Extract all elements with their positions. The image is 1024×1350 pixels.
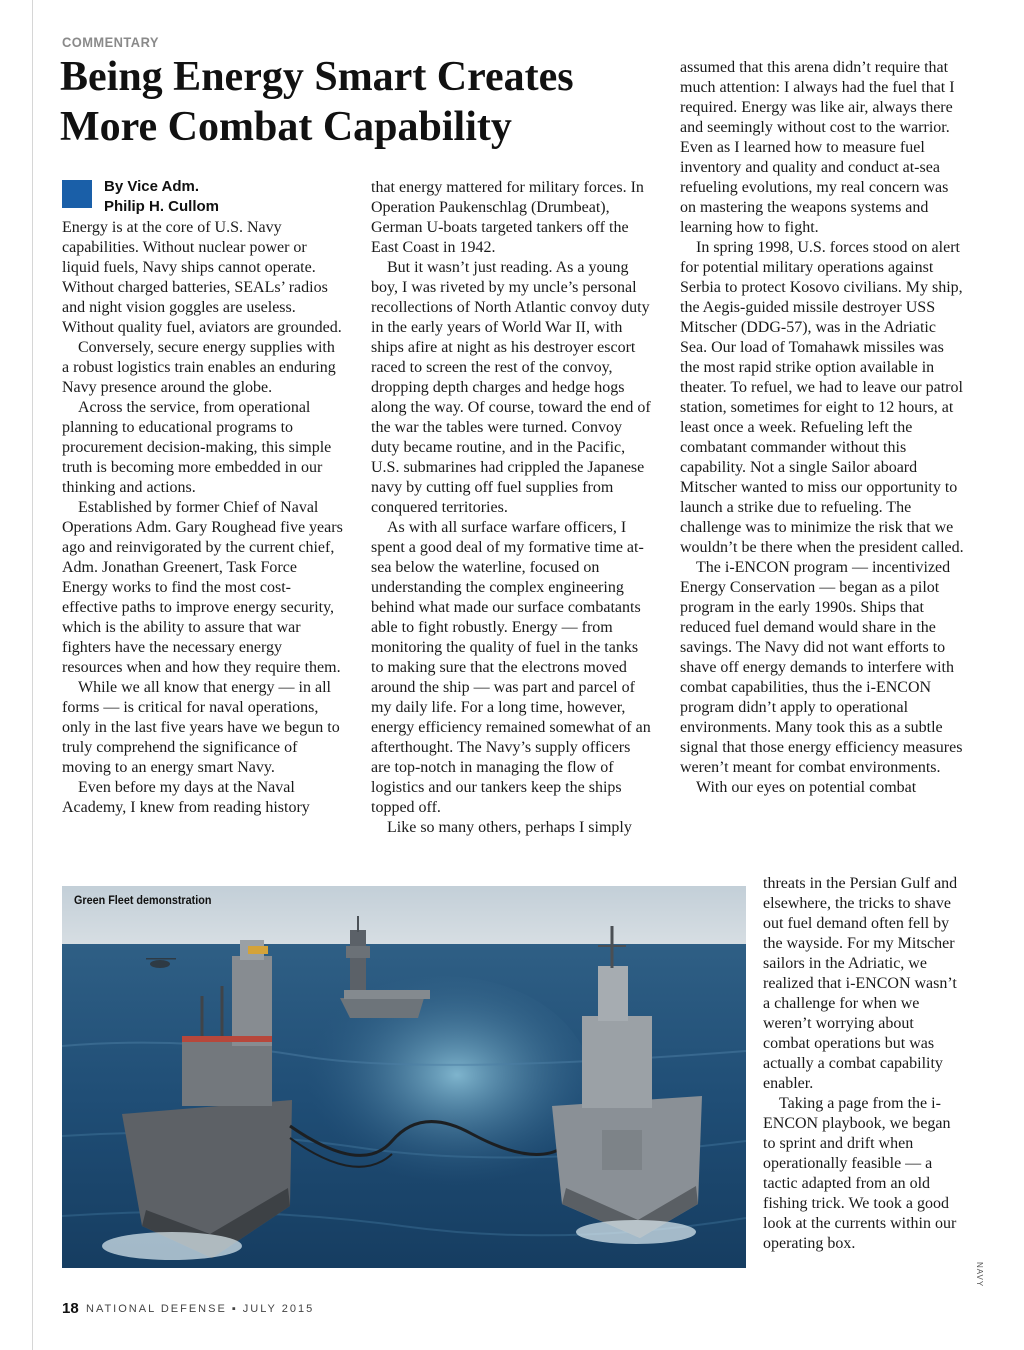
article-headline: Being Energy Smart Creates More Combat Capability [60,54,574,150]
paragraph: As with all surface warfare officers, I spent a good deal of my formative time at-sea below the waterline, focused on understanding the complex engineering behind what made our surface combatants able to fight robustly. Energy — from monitoring the quality of fuel in the tanks to making sure that the electrons moved around the ship — was part and parcel of my daily life. For a long time, however, energy efficiency remained somewhat of an afterthought. The Navy’s supply officers are top-notch in managing the flow of logistics and our tankers keep the ships topped off. [371,519,651,816]
byline-accent-square [62,180,92,208]
paragraph: Even before my days at the Naval Academy, I knew from reading history [62,779,310,816]
page-edge-line [32,0,33,1350]
photo-credit: NAVY [975,1262,984,1288]
ship-refueling-photo [62,886,746,1268]
paragraph: Energy is at the core of U.S. Navy capabilities. Without nuclear power or liquid fuels, Navy ships cannot operate. Without charged batteries, SEALs’ radios and night vision goggles are useless. Without quality fuel, aviators are grounded. [62,219,342,336]
article-column-2 [371,178,653,838]
paragraph: assumed that this arena didn’t require that much attention: I always had the fuel that I required. Energy was like air, always there and seemingly without cost to the warrior. Even as I learned how to measure fuel inventory and quality and conduct at-sea refueling evolutions, my real concern was on mastering the weapons systems and learning how to fight. [680,59,955,236]
page-number: 18 [62,1300,79,1317]
publication-footer: NATIONAL DEFENSE ▪ JULY 2015 [86,1303,315,1315]
paragraph: Taking a page from the i-ENCON playbook, we began to sprint and drift when operationally feasible — a tactic adapted from an old fishing trick. We took a good look at the currents within our operating box. [763,1095,957,1252]
paragraph: Like so many others, perhaps I simply [387,819,632,836]
paragraph: The i-ENCON program — incentivized Energy Conservation — began as a pilot program in the early 1990s. Ships that reduced fuel demand would share in the savings. The Navy did not want efforts to shave off energy demands to interfere with combat capabilities, thus the i-ENCON program didn’t apply to operational environments. Many took this as a subtle signal that those energy efficiency measures weren’t meant for combat environments. [680,559,963,776]
paragraph: that energy mattered for military forces. In Operation Paukenschlag (Drumbeat), German U-boats targeted tankers off the East Coast in 1942. [371,179,644,256]
section-label: COMMENTARY [62,34,159,50]
byline-line-1: By Vice Adm. [104,178,200,195]
paragraph: Conversely, secure energy supplies with a robust logistics train enables an enduring Navy presence around the globe. [62,339,336,396]
paragraph: While we all know that energy — in all forms — is critical for naval operations, only in the last five years have we begun to truly comprehend the significance of moving to an energy smart Navy. [62,679,340,776]
paragraph: threats in the Persian Gulf and elsewhere, the tricks to shave out fuel demand often fell by the wayside. For my Mitscher sailors in the Adriatic, we realized that i-ENCON wasn’t a challenge for when we weren’t worrying about combat operations but was actually a combat capability enabler. [763,875,958,1092]
paragraph: In spring 1998, U.S. forces stood on alert for potential military operations against Serbia to protect Kosovo civilians. My ship, the Aegis-guided missile destroyer USS Mitscher (DDG-57), was in the Adriatic Sea. Our load of Tomahawk missiles was the most rapid strike option available in theater. To refuel, we had to leave our patrol station, sometimes for eight to 12 hours, at least once a week. Refueling left the combatant commander without this capability. Not a single Sailor aboard Mitscher wanted to miss our opportunity to launch a strike due to refueling. The challenge was to minimize the risk that we wouldn’t be there when the president called. [680,239,964,556]
paragraph: Established by former Chief of Naval Operations Adm. Gary Roughead five years ago and reinvigorated by the current chief, Adm. Jonathan Greenert, Task Force Energy works to find the most cost-effective paths to improve energy security, which is the ability to assure that war fighters have the necessary energy resources when and how they require them. [62,499,343,676]
paragraph: But it wasn’t just reading. As a young boy, I was riveted by my uncle’s personal recollections of North Atlantic convoy duty in the early years of World War II, with ships afire at night as his destroyer escort raced to screen the rest of the convoy, dropping depth charges and hedge hogs along the way. Of course, toward the end of the war the tables were turned. Convoy duty became routine, and in the Pacific, U.S. submarines had crippled the Japanese navy by cutting off fuel supplies from conquered territories. [371,259,651,516]
byline-author-name: Philip H. Cullom [104,198,219,215]
article-column-1 [62,218,344,818]
byline [104,177,219,217]
paragraph: Across the service, from operational planning to educational programs to procurement decision-making, this simple truth is becoming more embedded in our thinking and actions. [62,399,332,496]
article-column-3-wrap [763,874,963,1254]
photo-caption: Green Fleet demonstration [74,893,212,907]
article-column-3 [680,58,964,798]
paragraph: With our eyes on potential combat [696,779,917,796]
